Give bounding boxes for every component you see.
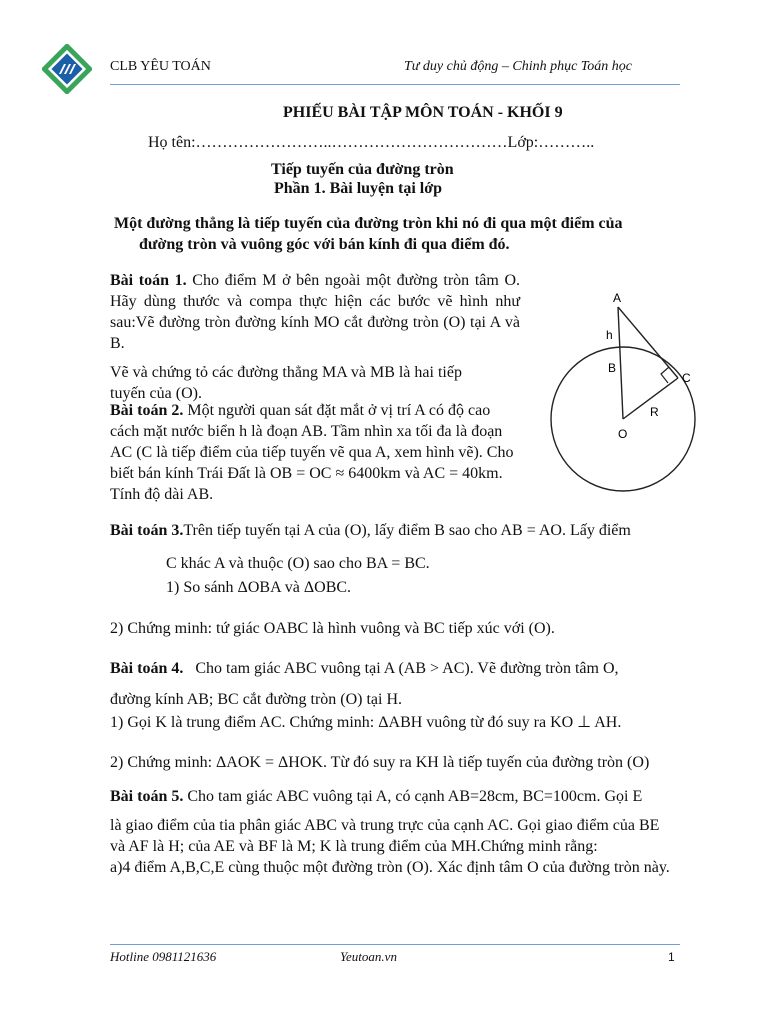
footer-hotline: Hotline 0981121636 (110, 949, 217, 964)
problem-4-question-1: 1) Gọi K là trung điểm AC. Chứng minh: ΔABH vuông từ đó suy ra KO ⊥ AH. (110, 714, 622, 731)
problem-4-question-2: 2) Chứng minh: ΔAOK = ΔHOK. Từ đó suy ra KH là tiếp tuyến của đường tròn (O) (110, 754, 650, 771)
club-name: CLB YÊU TOÁN (110, 59, 211, 74)
problem-5-body (110, 815, 670, 878)
problem-3-question-2: 2) Chứng minh: tứ giác OABC là hình vuông và BC tiếp xúc với (O). (110, 620, 555, 637)
problem-4-label: Bài toán 4. (110, 660, 184, 677)
problem-4-text: Cho tam giác ABC vuông tại A (AB > AC). Vẽ đường tròn tâm O, (195, 660, 619, 677)
right-angle-mark (661, 367, 669, 383)
problem-5-label: Bài toán 5. (110, 788, 184, 805)
header-slogan: Tư duy chủ động – Chinh phục Toán học (404, 59, 633, 74)
page-number: 1 (668, 950, 675, 964)
tangent-figure (538, 286, 698, 501)
definition-line-2: đường tròn và vuông góc với bán kính đi qua điểm đó. (139, 236, 510, 253)
line-ao (618, 307, 623, 419)
problem-4-text-b: đường kính AB; BC cắt đường tròn (O) tại H. (110, 691, 403, 708)
problem-2 (110, 400, 522, 505)
topic-heading: Tiếp tuyến của đường tròn (271, 161, 454, 178)
problem-5-text-b: là giao điểm của tia phân giác ABC và trung trực của cạnh AC. Gọi giao điểm của BE và AF là H; của AE và BF là M; K là trung điểm của MH.Chứng minh rằng: (110, 817, 660, 855)
problem-5-text-c: a)4 điểm A,B,C,E cùng thuộc một đường tròn (O). Xác định tâm O của đường tròn này. (110, 859, 670, 876)
club-logo (42, 44, 92, 94)
problem-2-label: Bài toán 2. (110, 402, 184, 419)
name-class-line: Họ tên:……………………..……………………………Lớp:……….. (148, 134, 595, 151)
part-heading: Phần 1. Bài luyện tại lớp (274, 180, 443, 197)
problem-3-text-b: C khác A và thuộc (O) sao cho BA = BC. (166, 555, 430, 572)
problem-2-text: Một người quan sát đặt mắt ở vị trí A có độ cao cách mặt nước biển h là đoạn AB. Tầm nhìn xa tối đa là đoạn AC (C là tiếp điểm của tiếp tuyến vẽ qua A, xem hình vẽ). Cho biết bán kính Trái Đất là OB = OC ≈ 6400km và AC = 40km. Tính độ dài AB. (110, 402, 514, 503)
problem-1-text: Cho điểm M ở bên ngoài một đường tròn tâm O. Hãy dùng thước và compa thực hiện các bước vẽ hình như sau:Vẽ đường tròn đường kính MO cắt đường tròn (O) tại A và B. (110, 272, 521, 352)
figure-label-r: R (650, 405, 659, 419)
figure-label-c: C (682, 371, 691, 385)
problem-5 (110, 786, 670, 807)
figure-label-a: A (613, 291, 622, 305)
tangent-definition (114, 213, 674, 255)
problem-1 (110, 270, 520, 354)
figure-label-h: h (606, 328, 613, 342)
footer-website: Yeutoan.vn (340, 949, 397, 964)
problem-4 (110, 658, 680, 679)
problem-3-text: Trên tiếp tuyến tại A của (O), lấy điểm B sao cho AB = AO. Lấy điểm (183, 522, 631, 539)
problem-1-text-2: Vẽ và chứng tỏ các đường thẳng MA và MB là hai tiếp tuyến của (O). (110, 364, 462, 402)
problem-3-question-1: 1) So sánh ΔOBA và ΔOBC. (166, 579, 352, 596)
figure-label-b: B (608, 361, 617, 375)
worksheet-title: PHIẾU BÀI TẬP MÔN TOÁN - KHỐI 9 (283, 104, 563, 121)
figure-label-o: O (618, 427, 628, 441)
footer-divider (110, 944, 680, 945)
problem-3-label: Bài toán 3. (110, 522, 184, 539)
problem-5-text: Cho tam giác ABC vuông tại A, có cạnh AB=28cm, BC=100cm. Gọi E (187, 788, 643, 805)
problem-1-label: Bài toán 1. (110, 272, 187, 289)
definition-line-1: Một đường thẳng là tiếp tuyến của đường tròn khi nó đi qua một điểm của (114, 215, 623, 232)
header-divider (110, 84, 680, 85)
problem-3 (110, 520, 680, 541)
